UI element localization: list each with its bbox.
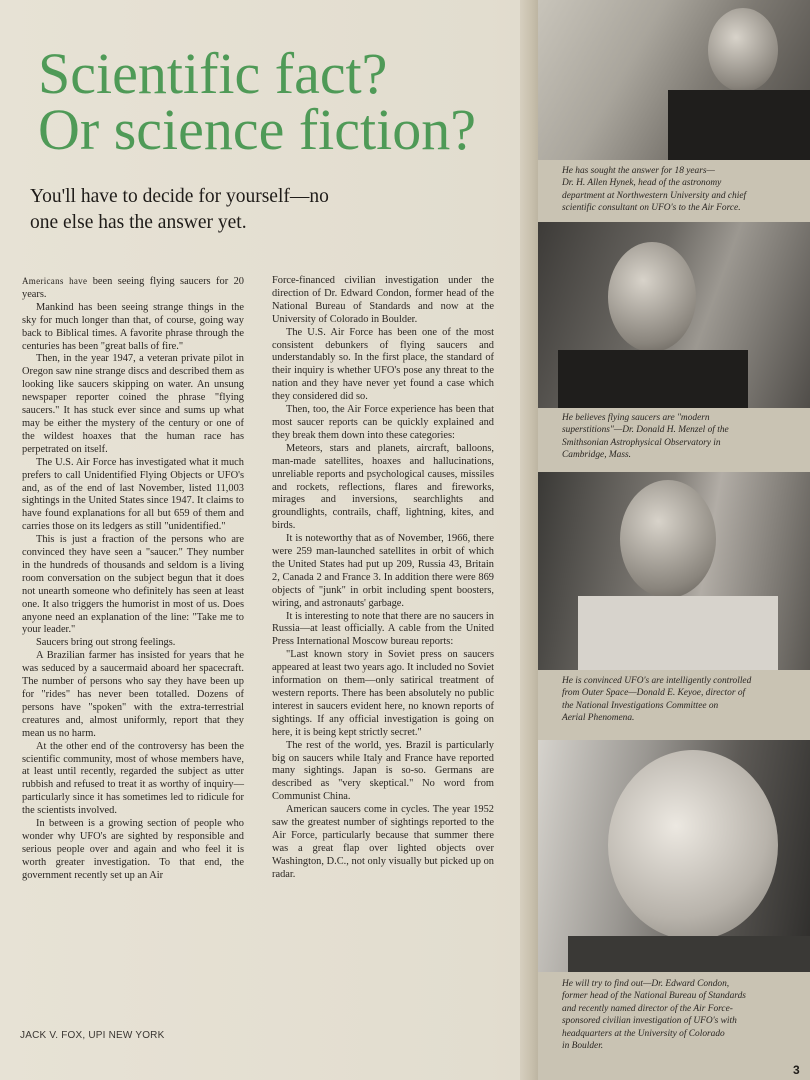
article-column-1 — [22, 275, 244, 883]
caption-line: superstitions"—Dr. Donald H. Menzel of the — [562, 425, 729, 436]
headline — [38, 41, 518, 162]
paragraph: This is just a fraction of the persons who are convinced they have seen a "saucer." They number in the hundreds of thousands and seldom is a living room conversation on the subject begun that it does not unearth someone who definitely has seen at least one. It also triggers the humorist in most of us. Does anyone need an explanation of the line: "Take me to your leader." — [22, 534, 244, 636]
subheadline: You'll have to decide for yourself—no one else has the answer yet. — [30, 186, 329, 233]
photo-hynek — [538, 0, 810, 160]
caption-line: Dr. H. Allen Hynek, head of the astronomy — [562, 178, 722, 189]
caption-keyhoe — [562, 675, 802, 725]
paragraph: At the other end of the controversy has been the scientific community, most of whose members have, at least until recently, regarded the subject as utter rubbish and refused to treat it as worthy of inquiry—particularly since it has sometimes led to ridicule for the scientists involved. — [22, 740, 244, 817]
paragraph: American saucers come in cycles. The year 1952 saw the greatest number of sightings reported to the Air Force, particularly because that summer there was a great flap over lighted objects over Washington, D.C., not only visually but picked up on radar. — [272, 804, 494, 880]
caption-line: Aerial Phenomena. — [562, 713, 635, 724]
page-gutter — [520, 0, 538, 1080]
caption-line: He believes flying saucers are "modern — [562, 413, 710, 423]
portrait-head — [708, 8, 778, 92]
caption-line: in Boulder. — [562, 1041, 604, 1052]
photo-menzel — [538, 222, 810, 408]
paragraph: It is noteworthy that as of November, 1966, there were 259 man-launched satellites in orbit of which the United States had put up 209, Russia 43, Britain 2, Canada 2 and France 3. In addition there were 869 objects of "junk" in orbit including spent boosters, wiring, and astronauts' garbage. — [272, 533, 494, 609]
headline-line-2: Or science fiction? — [38, 97, 477, 162]
portrait-head — [608, 750, 778, 940]
caption-line: He will try to find out—Dr. Edward Condon, — [562, 979, 730, 989]
paragraph: A Brazilian farmer has insisted for years that he was seduced by a saucermaid aboard her spacecraft. The number of persons who say they have been up for "rides" has never been totalled. Dozens of persons have "spoken" with the extra-terrestrial creatures and, almost uniformly, report that they mean us no harm. — [22, 650, 244, 739]
caption-line: department at Northwestern University and chief — [562, 190, 747, 201]
caption-line: Cambridge, Mass. — [562, 450, 632, 461]
caption-line: former head of the National Bureau of Standards — [562, 991, 746, 1002]
paragraph: It is interesting to note that there are no saucers in Russia—at least officially. A cable from the United Press International Moscow bureau reports: — [272, 610, 494, 648]
caption-line: from Outer Space—Donald E. Keyoe, director of — [562, 688, 746, 699]
page-number: 3 — [793, 1063, 800, 1077]
paragraph: Mankind has been seeing strange things in the sky for much longer than that, of course, going way back to Biblical times. A favorite phrase through the centuries has been "great balls of fire." — [22, 301, 244, 352]
paragraph: "Last known story in Soviet press on saucers appeared at least two years ago. It included no Soviet information on them—only satirical treatment of western reports. There has been absolutely no public interest in saucers evident here, no known reports of sightings. If any official investigation is going on here, it is being kept strictly secret." — [272, 649, 494, 738]
lead-smallcaps: Americans have — [22, 276, 88, 286]
paragraph: The rest of the world, yes. Brazil is particularly big on saucers while Italy and France have reported many sightings. Japan is so-so. Germans are described as "very skeptical." No word from Communist China. — [272, 739, 494, 803]
paragraph: Then, in the year 1947, a veteran private pilot in Oregon saw nine strange discs and described them as looking like saucers skipping on water. An unsung newspaper reporter coined the phrase "flying saucers." It has stuck ever since and sums up what may be either the mystery of the century or one of the wildest hoaxes that the human race has perpetrated on itself. — [22, 353, 244, 455]
portrait-head — [620, 480, 716, 598]
paragraph — [22, 275, 244, 302]
paragraph: The U.S. Air Force has been one of the most consistent debunkers of flying saucers and understandably so. In the first place, the standard of their inquiry is whether UFO's pose any threat to the nation and they have never yet found a case which they considered did so. — [272, 326, 494, 403]
article-column-2 — [272, 275, 494, 882]
caption-line: Smithsonian Astrophysical Observatory in — [562, 437, 721, 448]
caption-line: the National Investigations Committee on — [562, 700, 719, 711]
paragraph: Then, too, the Air Force experience has been that most saucer reports can be quickly explained and they break them down into these categories: — [272, 404, 494, 441]
portrait-suit — [558, 350, 748, 408]
caption-line: He has sought the answer for 18 years— — [562, 166, 715, 176]
portrait-suit — [568, 936, 810, 972]
paragraph: Meteors, stars and planets, aircraft, balloons, man-made satellites, hoaxes and hallucinations, unreliable reports and psychological causes, missiles and rockets, reflections, flares and fireworks, mirages and inversions, searchlights and groundlights, contrails, chaff, lightning, kites, and birds. — [272, 442, 494, 532]
paragraph: In between is a growing section of people who wonder why UFO's are sighted by responsible and serious people over and again and who feel it is worth greater investigation. To that end, the government recently set up an Air — [22, 818, 244, 881]
portrait-suit — [578, 596, 778, 670]
paragraph: Force-financed civilian investigation under the direction of Dr. Edward Condon, former head of the National Bureau of Standards and now at the University of Colorado in Boulder. — [272, 275, 494, 325]
caption-menzel — [562, 412, 802, 462]
caption-line: scientific consultant on UFO's to the Air Force. — [562, 203, 741, 214]
caption-line: sponsored civilian investigation of UFO's with — [562, 1016, 737, 1027]
caption-line: and recently named director of the Air Force- — [562, 1003, 733, 1014]
caption-condon — [562, 978, 802, 1052]
headline-line-1: Scientific fact? — [38, 41, 388, 106]
caption-line: He is convinced UFO's are intelligently controlled — [562, 676, 752, 686]
paragraph: Saucers bring out strong feelings. — [36, 637, 176, 649]
caption-hynek — [562, 165, 802, 215]
lead-text: been seeing flying saucers for 20 years. — [22, 276, 244, 300]
portrait-head — [608, 242, 696, 352]
paragraph: The U.S. Air Force has investigated what it much prefers to call Unidentified Flying Objects or UFO's and, as of the end of last November, listed 11,003 sightings in the United States since 1947. It claims to have found explanations for all but 659 of them and carries those on its ledgers as still "unidentified." — [22, 456, 244, 533]
caption-line: headquarters at the University of Colorado — [562, 1028, 725, 1039]
byline: JACK V. FOX, UPI NEW YORK — [20, 1030, 165, 1041]
photo-keyhoe — [538, 472, 810, 670]
photo-condon — [538, 740, 810, 972]
portrait-suit — [668, 90, 810, 160]
